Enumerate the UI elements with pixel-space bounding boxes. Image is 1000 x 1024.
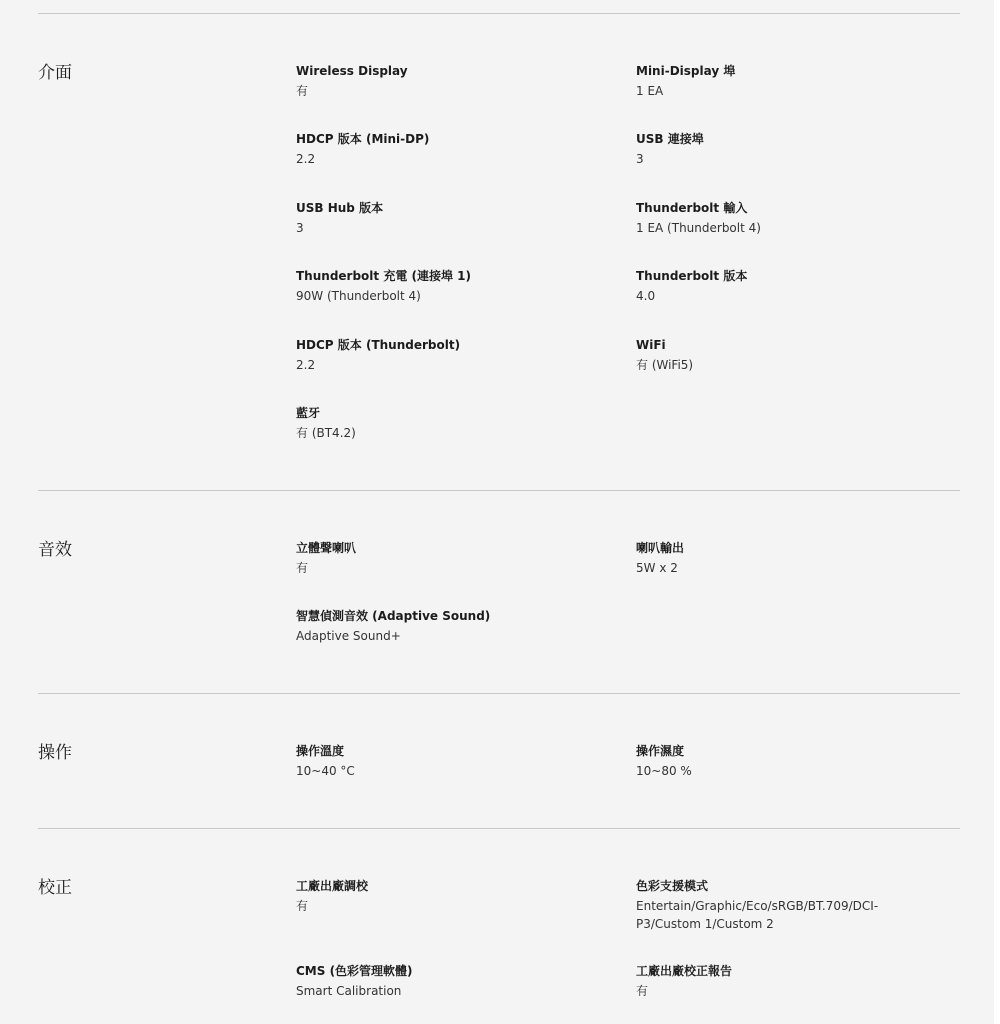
spec-value: 10~80 % (636, 764, 692, 778)
spec-label: Thunderbolt 版本 (636, 269, 748, 283)
spec-item (636, 877, 936, 933)
spec-item (296, 62, 408, 100)
spec-label: Thunderbolt 輸入 (636, 201, 748, 215)
spec-value: 1 EA (636, 84, 664, 98)
spec-label: 操作溫度 (296, 744, 345, 758)
spec-label: 智慧偵測音效 (Adaptive Sound) (296, 609, 491, 623)
spec-value: 有 (296, 84, 309, 98)
section-title: 校正 (38, 878, 72, 898)
spec-value: 4.0 (636, 289, 656, 303)
spec-value: 5W x 2 (636, 561, 678, 575)
spec-value: Entertain/Graphic/Eco/sRGB/BT.709/DCI-P3/Custom 1/Custom 2 (636, 899, 879, 931)
section-title: 介面 (38, 63, 72, 83)
spec-item (296, 199, 383, 237)
spec-value: 有 (WiFi5) (636, 358, 694, 372)
spec-value: 有 (296, 561, 309, 575)
spec-value: 有 (BT4.2) (296, 426, 356, 440)
spec-item (296, 539, 356, 577)
spec-item (296, 336, 460, 374)
spec-item (636, 742, 692, 780)
spec-item (296, 404, 356, 442)
spec-value: 2.2 (296, 358, 316, 372)
spec-label: 色彩支援模式 (636, 879, 709, 893)
spec-label: Mini-Display 埠 (636, 64, 736, 78)
divider (38, 828, 960, 829)
spec-label: HDCP 版本 (Thunderbolt) (296, 338, 461, 352)
section-title: 音效 (38, 540, 72, 560)
divider (38, 490, 960, 491)
spec-value: 2.2 (296, 152, 316, 166)
spec-item (296, 130, 429, 168)
section-title: 操作 (38, 743, 72, 763)
spec-value: 有 (296, 899, 309, 913)
spec-label: USB 連接埠 (636, 132, 704, 146)
spec-value: 10~40 °C (296, 764, 355, 778)
spec-label: HDCP 版本 (Mini-DP) (296, 132, 430, 146)
spec-label: CMS (色彩管理軟體) (296, 964, 413, 978)
spec-value: 3 (296, 221, 304, 235)
spec-label: 工廠出廠調校 (296, 879, 369, 893)
spec-item (636, 962, 732, 1000)
spec-label: WiFi (636, 338, 666, 352)
spec-label: 立體聲喇叭 (296, 541, 357, 555)
spec-label: 操作濕度 (636, 744, 685, 758)
spec-label: Wireless Display (296, 64, 408, 78)
spec-label: Thunderbolt 充電 (連接埠 1) (296, 269, 471, 283)
spec-item (296, 267, 471, 305)
spec-item (636, 62, 735, 100)
divider (38, 13, 960, 14)
spec-item (636, 539, 684, 577)
spec-value: 90W (Thunderbolt 4) (296, 289, 421, 303)
spec-label: 工廠出廠校正報告 (636, 964, 733, 978)
spec-item (296, 607, 490, 645)
spec-label: 喇叭輸出 (636, 541, 685, 555)
spec-item (296, 742, 355, 780)
divider (38, 693, 960, 694)
spec-item (636, 336, 693, 374)
page-edge (994, 0, 1000, 1024)
spec-label: 藍牙 (296, 406, 321, 420)
spec-value: 1 EA (Thunderbolt 4) (636, 221, 761, 235)
spec-value: Smart Calibration (296, 984, 402, 998)
spec-item (636, 130, 704, 168)
spec-item (296, 877, 368, 915)
spec-value: 3 (636, 152, 644, 166)
spec-label: USB Hub 版本 (296, 201, 384, 215)
spec-item (636, 199, 761, 237)
spec-value: Adaptive Sound+ (296, 629, 401, 643)
spec-value: 有 (636, 984, 649, 998)
spec-item (296, 962, 413, 1000)
spec-item (636, 267, 747, 305)
